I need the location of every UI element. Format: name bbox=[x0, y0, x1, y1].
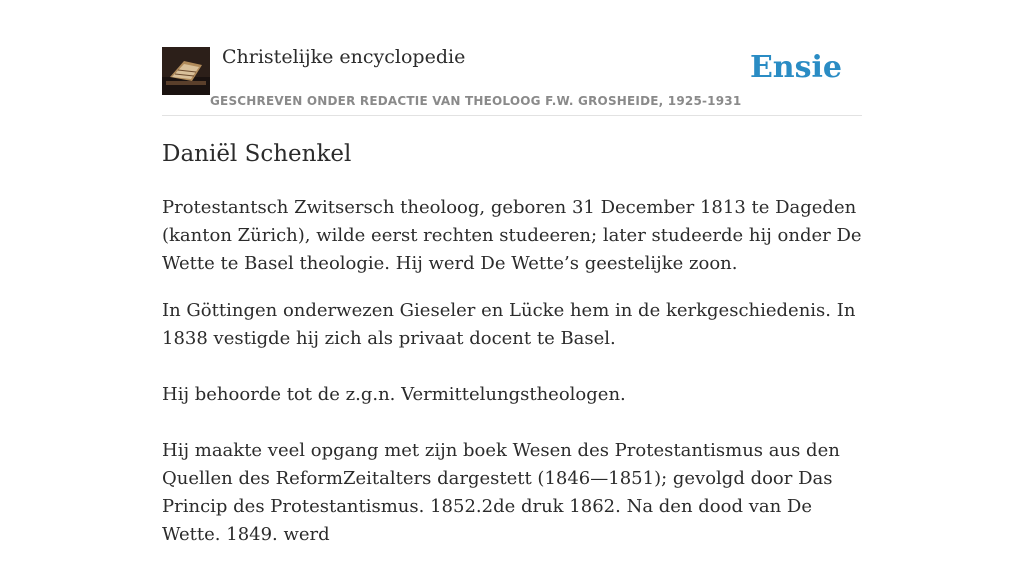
article-paragraph: Hij maakte veel opgang met zijn boek Wesen des Protestantismus aus den Quellen des ReformZeitalters dargestett (1846—1851); gevolgd door Das Princip des Protestantismus. 1852.2de druk 1862. Na den dood van De Wette. 1849. werd bbox=[162, 440, 840, 545]
publication-avatar[interactable] bbox=[162, 47, 210, 95]
article-paragraph: Hij behoorde tot de z.g.n. Vermittelungstheologen. bbox=[162, 384, 626, 405]
publication-title[interactable]: Christelijke encyclopedie bbox=[222, 46, 466, 68]
article-title: Daniël Schenkel bbox=[162, 141, 352, 167]
book-photo-icon bbox=[162, 47, 210, 95]
site-header bbox=[162, 46, 862, 116]
article-paragraph: In Göttingen onderwezen Gieseler en Lücke hem in de kerkgeschiedenis. In 1838 vestigde hij zich als privaat docent te Basel. bbox=[162, 300, 856, 349]
brand-logo[interactable]: Ensie bbox=[749, 50, 842, 85]
article-paragraph: Protestantsch Zwitsersch theoloog, geboren 31 December 1813 te Dageden (kanton Zürich), wilde eerst rechten studeeren; later studeerde hij onder De Wette te Basel theologie. Hij werd De Wette’s geestelijke zoon. bbox=[162, 197, 862, 274]
article bbox=[162, 138, 862, 568]
publication-subtitle: GESCHREVEN ONDER REDACTIE VAN THEOLOOG F.W. GROSHEIDE, 1925-1931 bbox=[210, 94, 742, 108]
header-divider bbox=[162, 115, 862, 116]
